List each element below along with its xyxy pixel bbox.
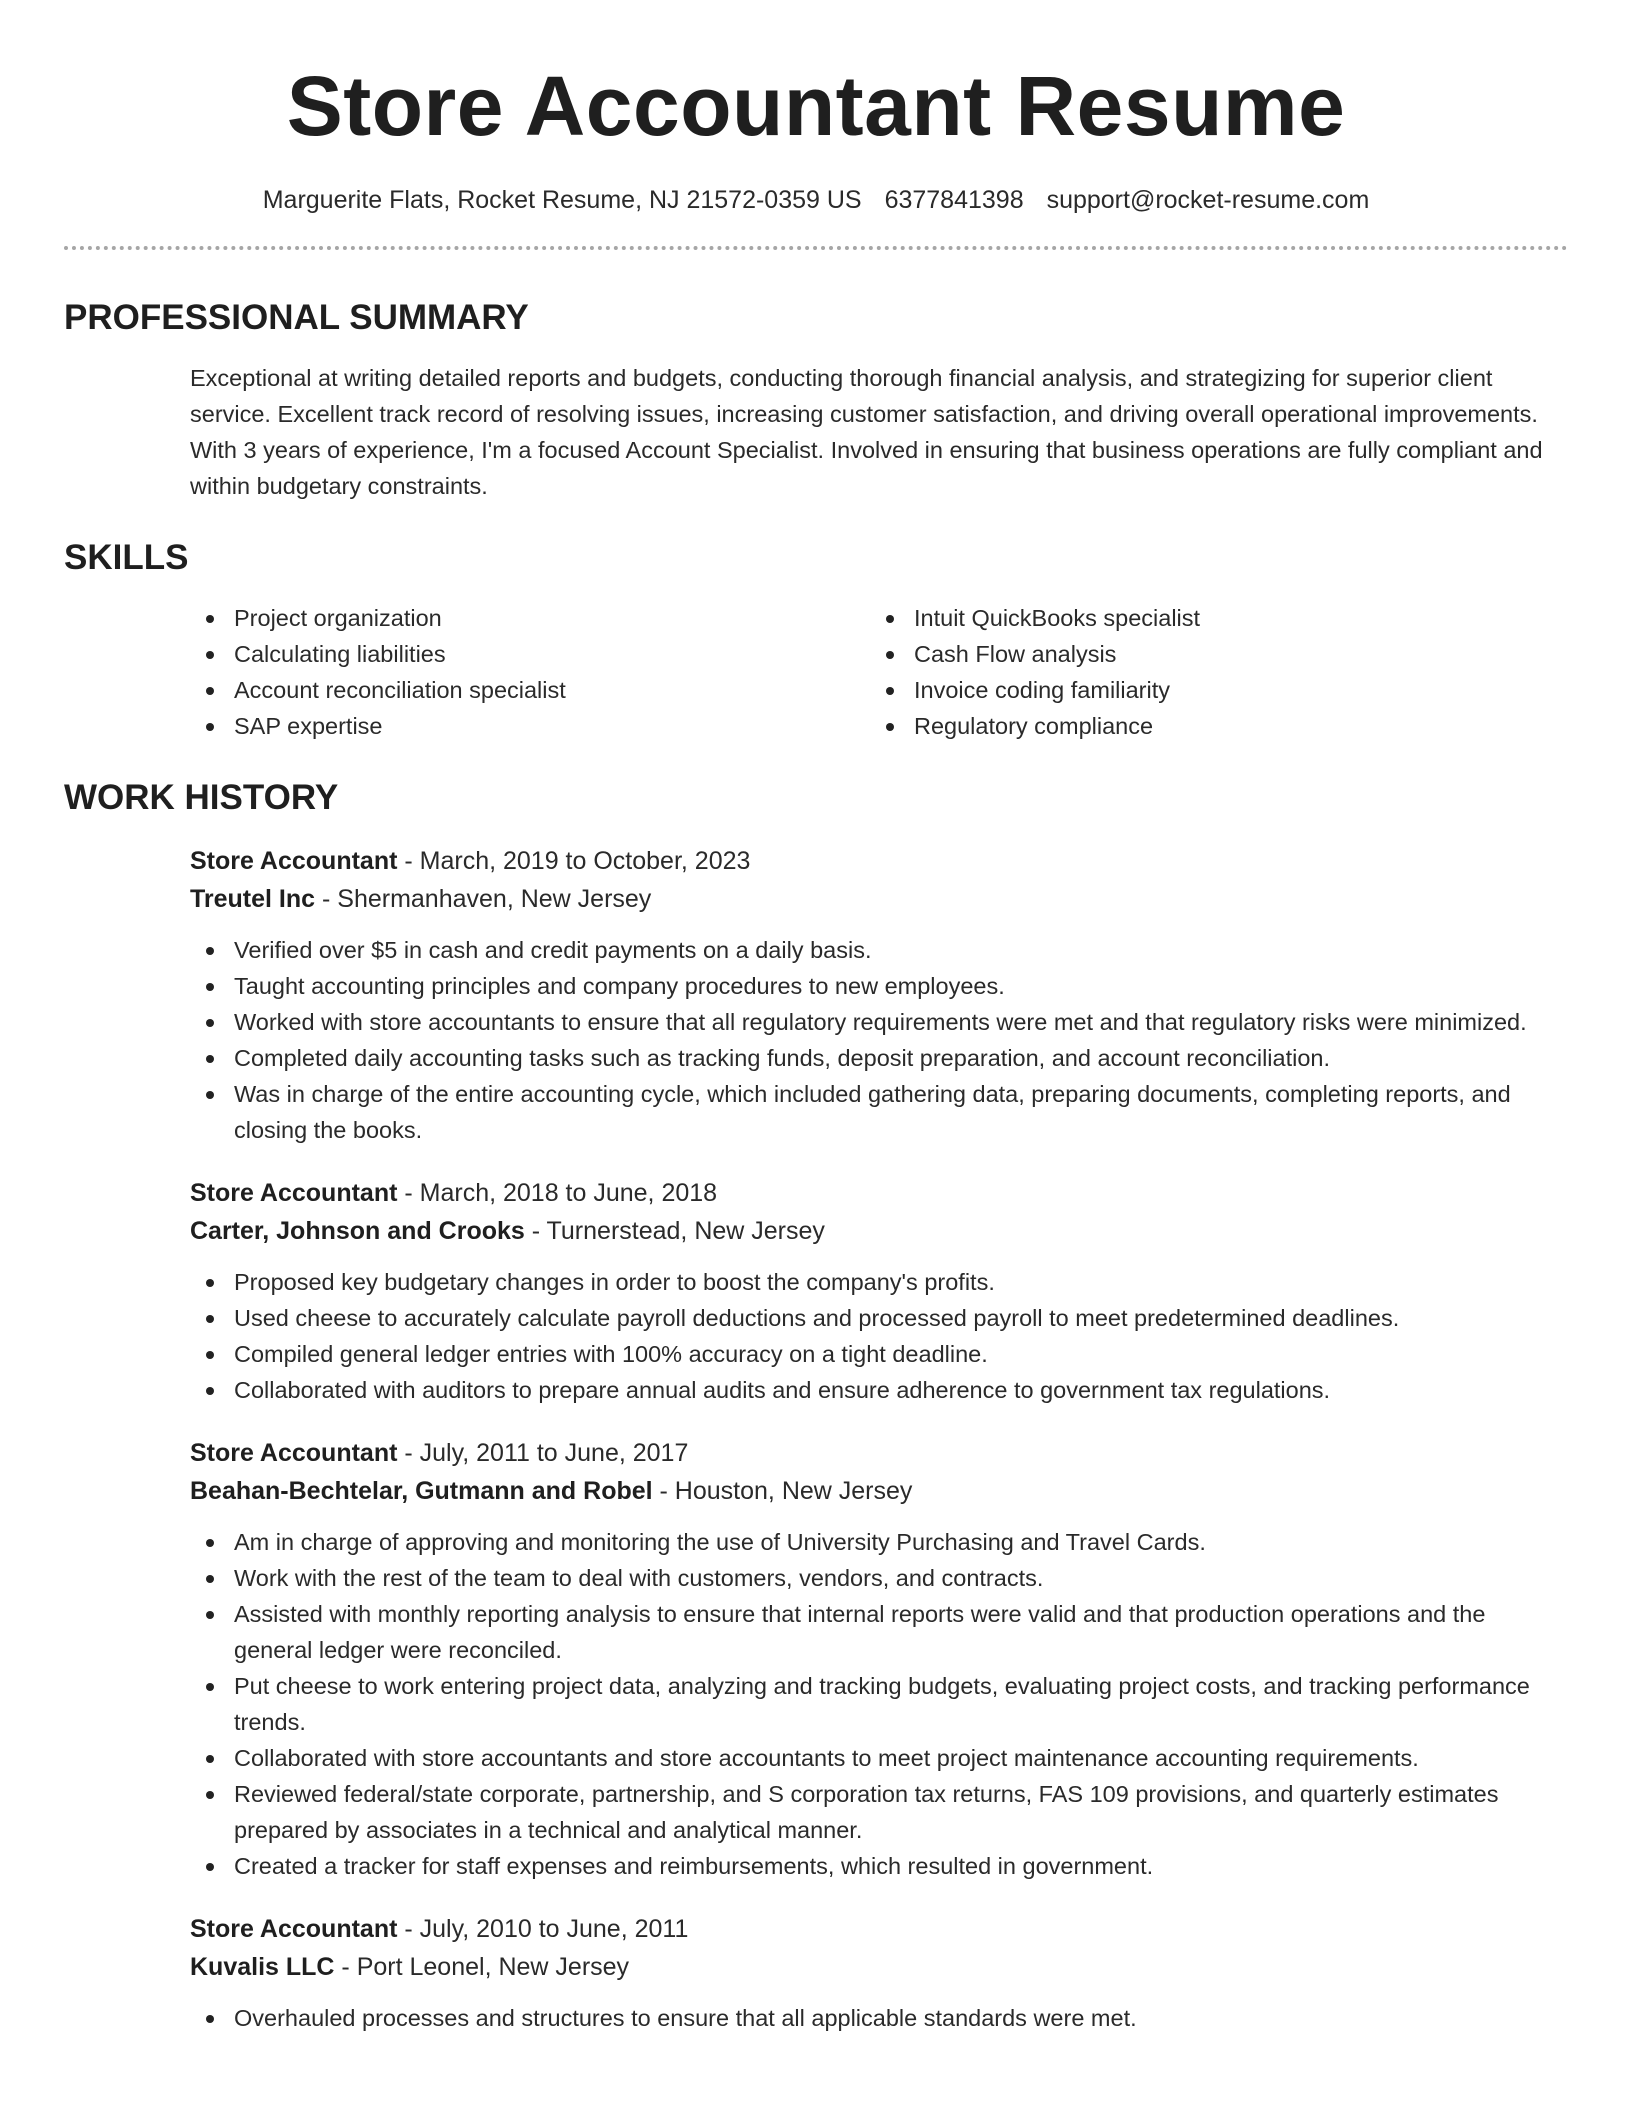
job-bullet: Overhauled processes and structures to ensure that all applicable standards were met.	[190, 2000, 1564, 2036]
job-dates: - July, 2010 to June, 2011	[397, 1915, 689, 1943]
job-location: - Shermanhaven, New Jersey	[315, 885, 652, 913]
job-bullets	[190, 1524, 1564, 1884]
job-bullet: Work with the rest of the team to deal with customers, vendors, and contracts.	[190, 1560, 1564, 1596]
job-bullet: Was in charge of the entire accounting cycle, which included gathering data, preparing documents, completing reports, and closing the books.	[190, 1076, 1564, 1148]
job-company: Treutel Inc	[190, 885, 316, 913]
job-bullet: Taught accounting principles and company procedures to new employees.	[190, 968, 1564, 1004]
job-title: Store Accountant	[190, 1439, 398, 1467]
contact-address: Marguerite Flats, Rocket Resume, NJ 21572-0359 US	[262, 186, 862, 214]
job-title-line	[190, 1174, 1564, 1212]
job-entry	[190, 1174, 1564, 1408]
job-title-line	[190, 842, 1564, 880]
job-bullets	[190, 1264, 1564, 1408]
resume-title: Store Accountant Resume	[286, 59, 1346, 153]
skill-item: Intuit QuickBooks specialist	[870, 600, 1550, 636]
job-bullet: Worked with store accountants to ensure that all regulatory requirements were met and that regulatory risks were minimized.	[190, 1004, 1564, 1040]
skills-column-left	[190, 600, 870, 744]
job-bullets	[190, 2000, 1564, 2036]
skill-item: Cash Flow analysis	[870, 636, 1550, 672]
skill-item: SAP expertise	[190, 708, 870, 744]
job-entry	[190, 1910, 1564, 2036]
skill-item: Calculating liabilities	[190, 636, 870, 672]
work-history-heading: WORK HISTORY	[64, 778, 339, 817]
skill-item: Regulatory compliance	[870, 708, 1550, 744]
contact-phone: 6377841398	[884, 186, 1024, 214]
job-bullet: Am in charge of approving and monitoring the use of University Purchasing and Travel Cards.	[190, 1524, 1564, 1560]
job-title: Store Accountant	[190, 1915, 398, 1943]
skills-heading: SKILLS	[64, 538, 189, 577]
job-company-line	[190, 1212, 1564, 1250]
job-dates: - March, 2018 to June, 2018	[397, 1179, 718, 1207]
job-bullet: Collaborated with auditors to prepare annual audits and ensure adherence to government tax regulations.	[190, 1372, 1564, 1408]
skill-item: Project organization	[190, 600, 870, 636]
job-company: Kuvalis LLC	[190, 1953, 335, 1981]
job-title: Store Accountant	[190, 847, 398, 875]
job-dates: - March, 2019 to October, 2023	[397, 847, 751, 875]
job-location: - Port Leonel, New Jersey	[334, 1953, 630, 1981]
job-bullets	[190, 932, 1564, 1148]
job-entry	[190, 1434, 1564, 1884]
job-bullet: Created a tracker for staff expenses and reimbursements, which resulted in government.	[190, 1848, 1564, 1884]
job-bullet: Compiled general ledger entries with 100% accuracy on a tight deadline.	[190, 1336, 1564, 1372]
header-divider	[64, 246, 1568, 250]
skills-column-right	[870, 600, 1550, 744]
job-title: Store Accountant	[190, 1179, 398, 1207]
contact-line	[64, 184, 1568, 216]
job-company: Carter, Johnson and Crooks	[190, 1217, 525, 1245]
summary-heading: PROFESSIONAL SUMMARY	[64, 298, 529, 337]
job-company-line	[190, 880, 1564, 918]
job-title-line	[190, 1434, 1564, 1472]
skills-list	[190, 600, 1564, 744]
job-company: Beahan-Bechtelar, Gutmann and Robel	[190, 1477, 653, 1505]
job-bullet: Used cheese to accurately calculate payroll deductions and processed payroll to meet predetermined deadlines.	[190, 1300, 1564, 1336]
job-bullet: Verified over $5 in cash and credit payments on a daily basis.	[190, 932, 1564, 968]
job-bullet: Completed daily accounting tasks such as tracking funds, deposit preparation, and account reconciliation.	[190, 1040, 1564, 1076]
job-company-line	[190, 1948, 1564, 1986]
job-entry	[190, 842, 1564, 1148]
skill-item: Account reconciliation specialist	[190, 672, 870, 708]
job-location: - Turnerstead, New Jersey	[524, 1217, 825, 1245]
job-dates: - July, 2011 to June, 2017	[397, 1439, 689, 1467]
job-location: - Houston, New Jersey	[652, 1477, 913, 1505]
job-bullet: Proposed key budgetary changes in order to boost the company's profits.	[190, 1264, 1564, 1300]
job-bullet: Assisted with monthly reporting analysis to ensure that internal reports were valid and that production operations and the general ledger were reconciled.	[190, 1596, 1564, 1668]
job-bullet: Put cheese to work entering project data, analyzing and tracking budgets, evaluating project costs, and tracking performance trends.	[190, 1668, 1564, 1740]
job-bullet: Collaborated with store accountants and store accountants to meet project maintenance accounting requirements.	[190, 1740, 1564, 1776]
job-title-line	[190, 1910, 1564, 1948]
summary-text: Exceptional at writing detailed reports and budgets, conducting thorough financial analysis, and strategizing for superior client service. Excellent track record of resolving issues, increasing customer satisfaction, and driving overall operational improvements. With 3 years of experience, I'm a focused Account Specialist. Involved in ensuring that business operations are fully compliant and within budgetary constraints.	[190, 365, 1543, 499]
contact-email[interactable]: support@rocket-resume.com	[1046, 186, 1370, 214]
job-company-line	[190, 1472, 1564, 1510]
skill-item: Invoice coding familiarity	[870, 672, 1550, 708]
job-bullet: Reviewed federal/state corporate, partnership, and S corporation tax returns, FAS 109 provisions, and quarterly estimates prepared by associates in a technical and analytical manner.	[190, 1776, 1564, 1848]
